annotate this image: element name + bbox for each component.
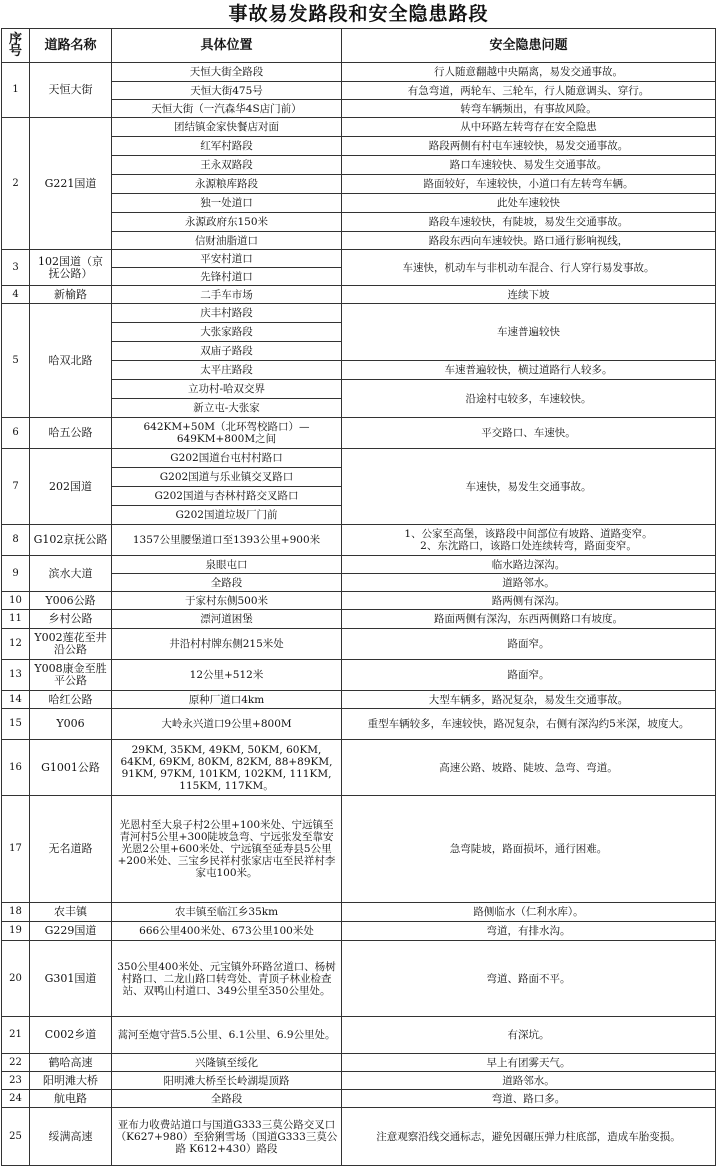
seq-cell: 19 <box>2 922 30 941</box>
road-cell: Y006 <box>30 709 112 740</box>
issue-cell: 路段两侧有村屯车速较快，易发交通事故。 <box>342 137 716 156</box>
location-cell: 天恒大街475号 <box>112 82 342 100</box>
issue-cell: 路面窄。 <box>342 629 716 660</box>
issue-cell <box>342 525 716 556</box>
table-body <box>2 63 716 1166</box>
issue-cell: 行人随意翻越中央隔离，易发交通事故。 <box>342 63 716 82</box>
location-cell: 农丰镇至临江乡35km <box>112 903 342 922</box>
table-row <box>2 304 716 323</box>
issue-cell: 高速公路、坡路、陡坡、急弯、弯道。 <box>342 740 716 796</box>
issue-cell: 道路邻水。 <box>342 574 716 592</box>
seq-cell: 22 <box>2 1054 30 1072</box>
issue-cell: 弯道，有排水沟。 <box>342 922 716 941</box>
location-cell: 新立屯-大张家 <box>112 399 342 418</box>
table-header-row <box>2 29 716 63</box>
road-cell: G229国道 <box>30 922 112 941</box>
table-row <box>2 691 716 709</box>
table-row <box>2 796 716 903</box>
issue-line: 2、东沈路口，该路口处连续转弯，路面变窄。 <box>420 540 637 552</box>
table-row <box>2 118 716 137</box>
issue-cell: 临水路边深沟。 <box>342 556 716 574</box>
seq-cell: 3 <box>2 250 30 286</box>
road-cell: 绥满高速 <box>30 1108 112 1166</box>
location-cell: 双庙子路段 <box>112 342 342 361</box>
issue-cell: 转弯车辆频出，有事故风险。 <box>342 100 716 118</box>
location-cell: 立功村-哈双交界 <box>112 380 342 399</box>
road-cell: G221国道 <box>30 118 112 250</box>
issue-cell: 连续下坡 <box>342 286 716 304</box>
seq-cell: 14 <box>2 691 30 709</box>
road-cell: 哈五公路 <box>30 418 112 449</box>
seq-cell: 2 <box>2 118 30 250</box>
header-issue: 安全隐患问题 <box>342 29 716 63</box>
location-cell: 团结镇金家快餐店对面 <box>112 118 342 137</box>
location-cell: 王永双路段 <box>112 156 342 175</box>
location-cell: 二手车市场 <box>112 286 342 304</box>
page-title: 事故易发路段和安全隐患路段 <box>228 3 489 25</box>
road-cell: 阳明滩大桥 <box>30 1072 112 1090</box>
location-cell: 井沿村村牌东侧215米处 <box>112 629 342 660</box>
seq-cell: 6 <box>2 418 30 449</box>
table-row <box>2 556 716 574</box>
seq-cell: 21 <box>2 1017 30 1054</box>
seq-cell: 9 <box>2 556 30 592</box>
table-row <box>2 1017 716 1054</box>
location-cell: 全路段 <box>112 574 342 592</box>
issue-cell: 路口车速较快、易发生交通事故。 <box>342 156 716 175</box>
table-row <box>2 250 716 268</box>
location-cell: 29KM, 35KM, 49KM, 50KM, 60KM, 64KM, 69KM, 80KM, 82KM, 88+89KM, 91KM, 97KM, 101KM, 102KM, 111KM, 115KM, 117KM。 <box>112 740 342 796</box>
issue-cell: 路段车速较快，有陡坡，易发生交通事故。 <box>342 213 716 232</box>
issue-cell: 从中环路左转弯存在安全隐患 <box>342 118 716 137</box>
road-cell: Y002莲花至井沿公路 <box>30 629 112 660</box>
issue-cell: 早上有团雾天气。 <box>342 1054 716 1072</box>
location-cell: 大张家路段 <box>112 323 342 342</box>
issue-cell: 弯道、路口多。 <box>342 1090 716 1108</box>
issue-cell: 沿途村屯较多，车速较快。 <box>342 380 716 418</box>
seq-cell: 20 <box>2 941 30 1017</box>
location-cell: 太平庄路段 <box>112 361 342 380</box>
table-row <box>2 63 716 82</box>
header-location: 具体位置 <box>112 29 342 63</box>
seq-cell: 11 <box>2 610 30 629</box>
location-cell: 漂河道困堡 <box>112 610 342 629</box>
table-row <box>2 525 716 556</box>
table-row <box>2 592 716 610</box>
road-cell: 滨水大道 <box>30 556 112 592</box>
issue-line: 1、公家至高堡，该路段中间部位有坡路、道路变窄。 <box>404 528 653 540</box>
seq-cell: 24 <box>2 1090 30 1108</box>
seq-cell: 25 <box>2 1108 30 1166</box>
issue-cell: 车速普遍较快，横过道路行人较多。 <box>342 361 716 380</box>
location-cell: 平安村道口 <box>112 250 342 268</box>
road-cell: 鹤哈高速 <box>30 1054 112 1072</box>
location-cell: 泉眼屯口 <box>112 556 342 574</box>
seq-cell: 10 <box>2 592 30 610</box>
seq-cell: 8 <box>2 525 30 556</box>
issue-cell: 路段东西向车速较快。路口通行影响视线， <box>342 232 716 250</box>
seq-cell: 4 <box>2 286 30 304</box>
location-cell: 大岭永兴道口9公里+800M <box>112 709 342 740</box>
table-row <box>2 1090 716 1108</box>
location-cell: 先锋村道口 <box>112 268 342 286</box>
location-cell: 天恒大街全路段 <box>112 63 342 82</box>
hazard-table <box>1 28 716 1166</box>
road-cell: Y008康金至胜平公路 <box>30 660 112 691</box>
road-cell: G301国道 <box>30 941 112 1017</box>
road-cell: 202国道 <box>30 449 112 525</box>
location-cell: 原种厂道口4km <box>112 691 342 709</box>
location-cell: 350公里400米处、元宝镇外环路岔道口、杨树村路口、二龙山路口转弯处、青顶子林业检查站、双鸭山村道口、349公里至350公里处。 <box>112 941 342 1017</box>
location-cell: 1357公里腰堡道口至1393公里+900米 <box>112 525 342 556</box>
road-cell: 新榆路 <box>30 286 112 304</box>
table-row <box>2 740 716 796</box>
issue-cell: 注意观察沿线交通标志，避免因碾压弹力柱底部，造成车胎变损。 <box>342 1108 716 1166</box>
location-cell: G202国道与乐业镇交叉路口 <box>112 468 342 487</box>
issue-cell: 有急弯道，两轮车、三轮车，行人随意调头、穿行。 <box>342 82 716 100</box>
issue-cell: 路两侧有深沟。 <box>342 592 716 610</box>
issue-cell: 路面较好，车速较快，小道口有左转弯车辆。 <box>342 175 716 194</box>
road-cell: 农丰镇 <box>30 903 112 922</box>
table-row <box>2 1108 716 1166</box>
header-road: 道路名称 <box>30 29 112 63</box>
table-row <box>2 941 716 1017</box>
road-cell: G1001公路 <box>30 740 112 796</box>
table-row <box>2 1072 716 1090</box>
seq-cell: 17 <box>2 796 30 903</box>
issue-cell: 路面窄。 <box>342 660 716 691</box>
location-cell: G202国道台屯村村路口 <box>112 449 342 468</box>
table-row <box>2 418 716 449</box>
header-seq: 序号 <box>2 29 30 63</box>
table-row <box>2 660 716 691</box>
seq-cell: 23 <box>2 1072 30 1090</box>
location-cell: 12公里+512米 <box>112 660 342 691</box>
road-cell: G102京抚公路 <box>30 525 112 556</box>
road-cell: 乡村公路 <box>30 610 112 629</box>
location-cell: 光恩村至大泉子村2公里+100米处、宁远镇至青河村5公里+300陡坡急弯、宁远张发至靠安光恩2公里+600米处、宁远镇至延寿县5公里+200米处、三宝乡民祥村张家店屯至民祥村李家屯100米。 <box>112 796 342 903</box>
issue-cell: 重型车辆较多，车速较快，路况复杂，右侧有深沟约5米深，坡度大。 <box>342 709 716 740</box>
location-cell: 独一处道口 <box>112 194 342 213</box>
location-cell: 红军村路段 <box>112 137 342 156</box>
location-cell: 666公里400米处、673公里100米处 <box>112 922 342 941</box>
issue-cell: 路面两侧有深沟，东西两侧路口有坡度。 <box>342 610 716 629</box>
road-cell: 102国道（京抚公路） <box>30 250 112 286</box>
location-cell: 永源粮库路段 <box>112 175 342 194</box>
table-row <box>2 709 716 740</box>
road-cell: 无名道路 <box>30 796 112 903</box>
issue-cell: 车速快，易发生交通事故。 <box>342 449 716 525</box>
seq-cell: 13 <box>2 660 30 691</box>
table-row <box>2 1054 716 1072</box>
seq-cell: 16 <box>2 740 30 796</box>
location-cell: G202国道垃圾厂门前 <box>112 506 342 525</box>
issue-cell: 有深坑。 <box>342 1017 716 1054</box>
location-cell: 兴隆镇至绥化 <box>112 1054 342 1072</box>
seq-cell: 5 <box>2 304 30 418</box>
issue-cell: 道路邻水。 <box>342 1072 716 1090</box>
road-cell: Y006公路 <box>30 592 112 610</box>
seq-cell: 7 <box>2 449 30 525</box>
location-cell: 庆丰村路段 <box>112 304 342 323</box>
table-row <box>2 286 716 304</box>
seq-cell: 1 <box>2 63 30 118</box>
seq-cell: 15 <box>2 709 30 740</box>
road-cell: 航电路 <box>30 1090 112 1108</box>
location-cell: 信财油脂道口 <box>112 232 342 250</box>
location-cell: 亚布力收费站道口与国道G333三莫公路交叉口（K627+980）至猞猁雪场（国道G333三莫公路 K612+430）路段 <box>112 1108 342 1166</box>
location-cell: 642KM+50M（北环驾校路口）—649KM+800M之间 <box>112 418 342 449</box>
road-cell: 天恒大街 <box>30 63 112 118</box>
location-cell: 永源政府东150米 <box>112 213 342 232</box>
location-cell: 于家村东侧500米 <box>112 592 342 610</box>
issue-cell: 车速快，机动车与非机动车混合、行人穿行易发事故。 <box>342 250 716 286</box>
table-row <box>2 610 716 629</box>
issue-cell: 此处车速较快 <box>342 194 716 213</box>
issue-cell: 车速普遍较快 <box>342 304 716 361</box>
road-cell: C002乡道 <box>30 1017 112 1054</box>
issue-cell: 路侧临水（仁利水库）。 <box>342 903 716 922</box>
issue-cell: 弯道、路面不平。 <box>342 941 716 1017</box>
road-cell: 哈红公路 <box>30 691 112 709</box>
table-row <box>2 449 716 468</box>
location-cell: 阳明滩大桥至长岭湖堤顶路 <box>112 1072 342 1090</box>
seq-cell: 18 <box>2 903 30 922</box>
road-cell: 哈双北路 <box>30 304 112 418</box>
location-cell: 全路段 <box>112 1090 342 1108</box>
table-row <box>2 629 716 660</box>
issue-cell: 大型车辆多，路况复杂，易发生交通事故。 <box>342 691 716 709</box>
location-cell: 天恒大街（一汽森华4S店门前） <box>112 100 342 118</box>
table-row <box>2 922 716 941</box>
table-row <box>2 903 716 922</box>
location-cell: G202国道与杏林村路交叉路口 <box>112 487 342 506</box>
location-cell: 蒿河至炮守营5.5公里、6.1公里、6.9公里处。 <box>112 1017 342 1054</box>
seq-cell: 12 <box>2 629 30 660</box>
issue-cell: 急弯陡坡，路面损坏，通行困难。 <box>342 796 716 903</box>
issue-cell: 平交路口、车速快。 <box>342 418 716 449</box>
